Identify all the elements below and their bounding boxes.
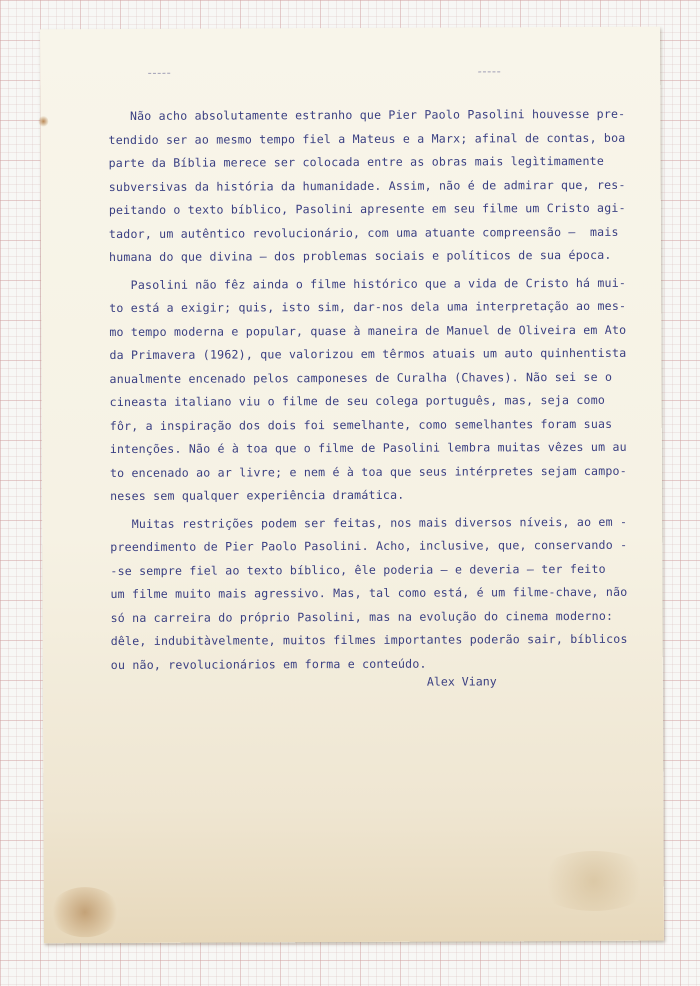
text-line: to está a exigir; quis, isto sim, dar-nos dela uma interpretação ao mes- — [109, 298, 627, 316]
text-line: dêle, indubitàvelmente, muitos filmes importantes poderão sair, bíblicos — [110, 631, 628, 649]
paper-sheet — [40, 27, 664, 944]
typewritten-text — [108, 103, 650, 677]
text-line: só na carreira do próprio Pasolini, mas na evolução do cinema moderno: — [110, 608, 614, 625]
author-signature: Alex Viany — [426, 674, 497, 689]
text-line: Muitas restrições podem ser feitas, nos mais diversos níveis, ao em - — [110, 514, 628, 531]
paragraph — [110, 510, 651, 677]
text-line: cineasta italiano viu o filme de seu colega português, mas, seja como — [109, 392, 606, 410]
text-line: Não acho absolutamente estranho que Pier Paolo Pasolini houvesse pre- — [108, 106, 626, 124]
water-stain — [534, 851, 654, 912]
typed-dash-mark — [478, 71, 500, 72]
text-line: to encenado ao ar livre; e nem é à toa que seus intérpretes sejam campo- — [109, 463, 627, 480]
text-line: tador, um autêntico revolucionário, com uma atuante compreensão — mais — [108, 224, 619, 241]
text-line: anualmente encenado pelos camponeses de Curalha (Chaves). Não sei se o — [109, 369, 613, 386]
text-line: peitando o texto bíblico, Pasolini apresente em seu filme um Cristo agi- — [108, 200, 626, 218]
rust-stain — [38, 115, 48, 127]
typed-dash-mark — [148, 73, 170, 74]
text-line: subversivas da história da humanidade. Assim, não é de admirar que, res- — [108, 177, 626, 194]
paragraph — [109, 271, 650, 508]
paragraph — [108, 103, 649, 270]
text-line: tendido ser ao mesmo tempo fiel a Mateus e a Marx; afinal de contas, boa — [108, 130, 626, 147]
text-line: da Primavera (1962), que valorizou em têrmos atuais um auto quinhentista — [109, 345, 627, 363]
text-line: ou não, revolucionários em forma e conteúdo. — [110, 656, 427, 672]
text-line: um filme muito mais agressivo. Mas, tal como está, é um filme-chave, não — [110, 584, 628, 602]
text-line: neses sem qualquer experiência dramática. — [110, 487, 405, 504]
text-line: humana do que divina — dos problemas sociais e políticos de sua época. — [108, 247, 612, 265]
text-line: fôr, a inspiração dos dois foi semelhante, como semelhantes foram suas — [109, 416, 613, 433]
text-line: -se sempre fiel ao texto bíblico, êle poderia — e deveria — ter feito — [110, 561, 606, 578]
text-line: mo tempo moderna e popular, quase à maneira de Manuel de Oliveira em Ato — [109, 322, 627, 339]
text-line: parte da Bíblia merece ser colocada entre as obras mais legìtimamente — [108, 153, 605, 171]
text-line: intenções. Não é à toa que o filme de Pasolini lembra muitas vêzes um au — [109, 439, 627, 457]
water-stain — [50, 887, 120, 937]
text-line: Pasolini não fêz ainda o filme histórico que a vida de Cristo há mui- — [109, 275, 627, 292]
text-line: preendimento de Pier Paolo Pasolini. Acho, inclusive, que, conservando - — [110, 537, 628, 555]
